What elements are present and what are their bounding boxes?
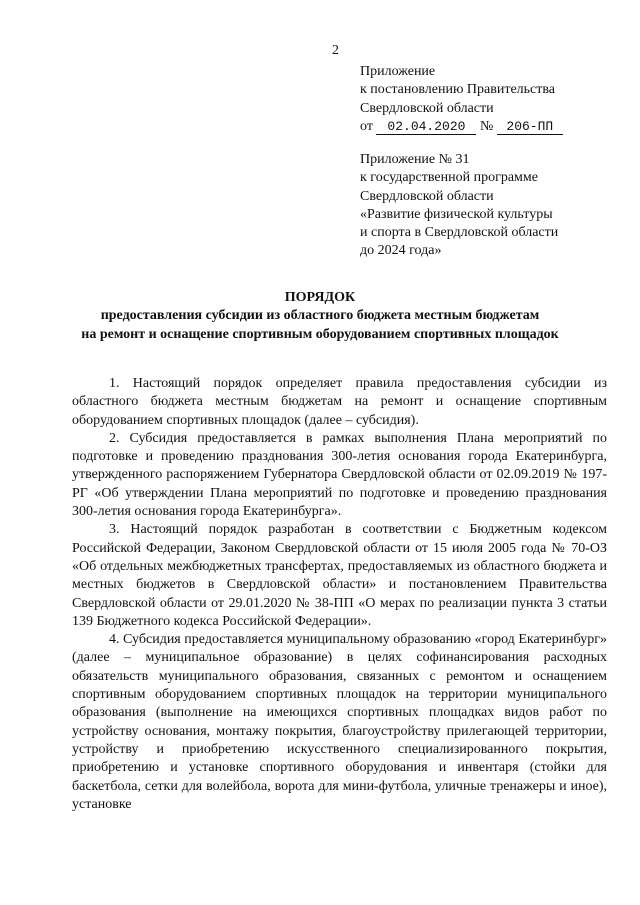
annex-line: Приложение: [360, 64, 436, 79]
annex-line: «Развитие физической культуры: [360, 206, 553, 222]
resolution-annex-header: [360, 63, 563, 136]
resolution-date: 02.04.2020: [376, 119, 476, 135]
paragraph-3: 3. Настоящий порядок разработан в соответствии с Бюджетным кодексом Российской Федерации, Законом Свердловской области от 15 июля 2005 года № 70-ОЗ «Об отдельных межбюджетных трансфертах, предоставляемых из областного бюджета и местных бюджетов в Свердловской области» и постановлением Правительства Свердловской области от 29.01.2020 № 38-ПП «О мерах по реализации пункта 3 статьи 139 Бюджетного кодекса Российской Федерации».: [72, 522, 607, 629]
title-subtitle: предоставления субсидии из областного бюджета местным бюджетам: [100, 308, 540, 324]
paragraph-2: 2. Субсидия предоставляется в рамках выполнения Плана мероприятий по подготовке и проведению празднования 300-летия основания города Екатеринбурга, утвержденного распоряжением Губернатора Свердловской области от 02.09.2019 № 197-РГ «Об утверждении Плана мероприятий по подготовке и проведению празднования 300-летия основания города Екатеринбурга».: [72, 430, 607, 520]
date-prefix: от: [360, 118, 373, 134]
resolution-date-line: [360, 118, 563, 136]
page-number: 2: [332, 43, 339, 58]
resolution-number: 206-ПП: [497, 119, 563, 135]
annex-line: Свердловской области: [360, 100, 494, 116]
number-sign: №: [479, 118, 494, 134]
annex-line: до 2024 года»: [360, 243, 442, 259]
annex-line: Свердловской области: [360, 188, 494, 204]
program-annex-header: [360, 151, 558, 261]
document-title: [0, 289, 640, 344]
paragraph-1: 1. Настоящий порядок определяет правила предоставления субсидии из областного бюджета местным бюджетам на ремонт и оснащение спортивным оборудованием спортивных площадок (далее – субсидия).: [72, 376, 607, 428]
document-body: [72, 375, 607, 814]
annex-line: к государственной программе: [360, 170, 538, 186]
title-subtitle: на ремонт и оснащение спортивным оборудованием спортивных площадок: [81, 326, 559, 342]
annex-line: к постановлению Правительства: [360, 82, 556, 98]
paragraph-4: 4. Субсидия предоставляется муниципальному образованию «город Екатеринбург» (далее – муниципальное образование) в целях софинансирования расходных обязательств муниципального образования, связанных с ремонтом и оснащением спортивным оборудованием спортивных площадок на территории муниципального образования (выполнение на имеющихся спортивных площадках видов работ по устройству основания, монтажу покрытия, благоустройству прилегающей территории, устройству и приобретению искусственного специализированного покрытия, приобретению и установке спортивного оборудования и инвентаря (стойки для баскетбола, сетки для волейбола, ворота для мини-футбола, уличные тренажеры и иное), установке: [72, 632, 607, 812]
title-heading: ПОРЯДОК: [284, 290, 356, 305]
annex-line: Приложение № 31: [360, 152, 470, 167]
annex-line: и спорта в Свердловской области: [360, 225, 559, 241]
